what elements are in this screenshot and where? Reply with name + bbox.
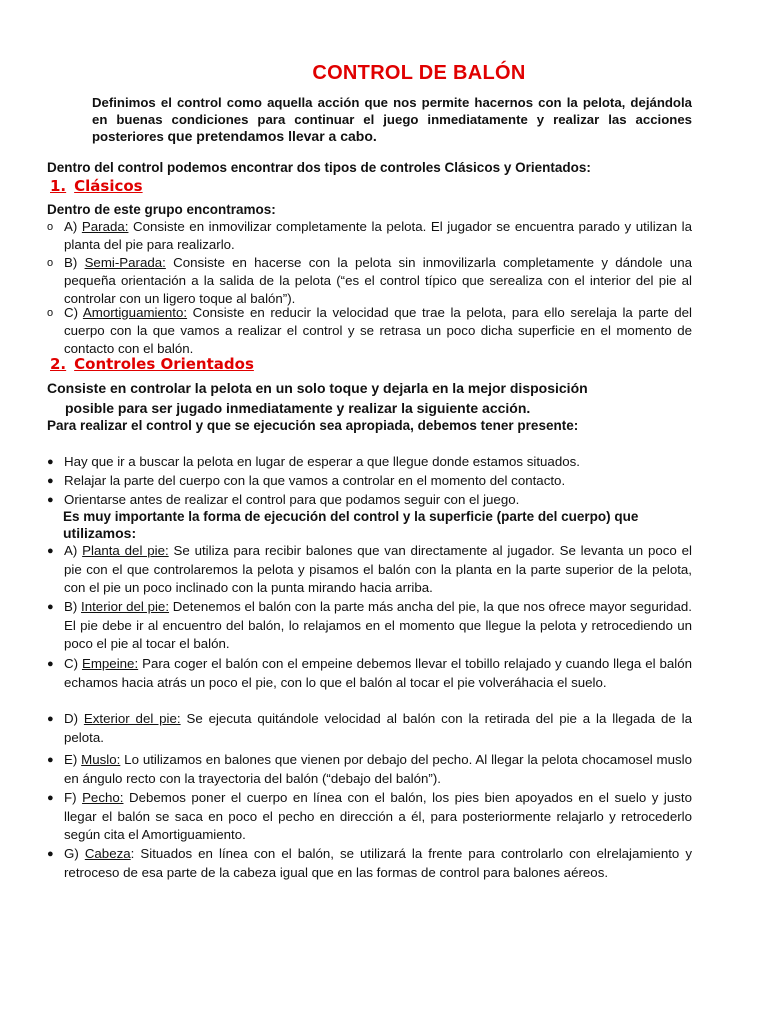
item-term: Planta del pie: — [82, 543, 169, 558]
list-item — [47, 655, 692, 692]
bullet-icon: ● — [47, 848, 54, 860]
bullet-icon: ● — [47, 601, 54, 613]
item-term: Parada: — [81, 219, 129, 234]
list-item — [47, 789, 692, 845]
tip-text: Relajar la parte del cuerpo con la que vamos a controlar en el momento del contacto. — [64, 473, 566, 488]
item-prefix: E) — [64, 752, 82, 767]
item-term: Exterior del pie: — [83, 711, 181, 726]
item-text: Se utiliza para recibir balones que van directamente al jugador. Se levanta un poco el pie con el que controlaremos la pelota y pisamos el balón con la planta en la parte superior de la pelota, con el pie un poco inclinado con la punta mirando hacia arriba. — [64, 543, 692, 595]
list-marker: o — [47, 257, 54, 269]
list-item — [47, 542, 692, 598]
item-text: Se ejecuta quitándole velocidad al balón con la retirada del pie a la llegada de la pelota. — [64, 711, 693, 745]
bullet-icon: ● — [47, 545, 54, 557]
item-text: : Situados en línea con el balón, se utilizará la frente para controlarlo con elrelajamiento y retroceso de esa parte de la cabeza igual que en las formas de control para balones aéreos. — [64, 846, 692, 880]
list-item — [47, 472, 692, 491]
surface-intro-line2: utilizamos: — [63, 525, 137, 541]
item-prefix: C) — [64, 656, 82, 671]
item-prefix: A) — [64, 543, 83, 558]
page-title: CONTROL DE BALÓN — [312, 62, 526, 84]
list-item — [47, 304, 692, 358]
section-heading-orientados — [50, 355, 254, 373]
bullet-icon: ● — [47, 475, 54, 487]
section2-present: Para realizar el control y que se ejecución sea apropiada, debemos tener presente: — [47, 418, 579, 433]
section-heading-clasicos — [50, 177, 143, 195]
item-prefix: G) — [64, 846, 85, 861]
list-marker: o — [47, 221, 54, 233]
item-prefix: A) — [64, 219, 82, 234]
section-title: Clásicos — [74, 177, 143, 195]
bullet-icon: ● — [47, 494, 54, 506]
list-item — [47, 491, 692, 510]
item-term: Amortiguamiento: — [82, 305, 188, 320]
item-term: Muslo: — [81, 752, 121, 767]
list-item — [47, 751, 692, 788]
intro-paragraph — [92, 94, 692, 145]
list-item — [47, 453, 692, 472]
item-prefix: D) — [64, 711, 84, 726]
bullet-icon: ● — [47, 754, 54, 766]
item-text: Consiste en inmovilizar completamente la pelota. El jugador se encuentra parado y utilizan la planta del pie para realizarlo. — [64, 219, 693, 252]
item-prefix: B) — [64, 255, 85, 270]
item-text: Para coger el balón con el empeine debemos llevar el tobillo relajado y cuando llega el balón echamos hacia atrás un poco el pie, con lo que el balón al tocar el pie volveráhacia el suelo. — [64, 656, 692, 690]
item-term: Semi-Parada: — [84, 255, 166, 270]
item-prefix: F) — [64, 790, 83, 805]
section-title: Controles Orientados — [74, 355, 254, 373]
list-item — [47, 598, 692, 654]
list-item — [47, 254, 692, 308]
list-item — [47, 710, 692, 747]
item-prefix: B) — [64, 599, 82, 614]
item-prefix: C) — [64, 305, 83, 320]
section-number: 1. — [50, 177, 67, 195]
list-marker: o — [47, 307, 54, 319]
item-term: Cabeza — [84, 846, 131, 861]
tip-text: Orientarse antes de realizar el control para que podamos seguir con el juego. — [64, 492, 520, 507]
bullet-icon: ● — [47, 792, 54, 804]
section2-desc-line2: posible para ser jugado inmediatamente y realizar la siguiente acción. — [65, 400, 531, 416]
item-term: Interior del pie: — [81, 599, 170, 614]
list-item — [47, 845, 692, 882]
item-text: Debemos poner el cuerpo en línea con el balón, los pies bien apoyados en el suelo y justo llegar el balón se saca en poco el pecho en dirección a él, para posteriormente relajarlo y retrocederlo según cita el Amortiguamiento. — [64, 790, 692, 842]
group-intro: Dentro de este grupo encontramos: — [47, 202, 276, 217]
intro-tail: que pretendamos llevar a cabo. — [167, 128, 377, 144]
item-text: Consiste en hacerse con la pelota sin inmovilizarla completamente y dándole una pequeña orientación a la salida de la pelota (“es el control típico que serealiza con el interior del pie al controlar con un ligero toque al balón”). — [64, 255, 692, 306]
surface-intro-line1: Es muy importante la forma de ejecución del control y la superficie (parte del cuerpo) que — [63, 509, 639, 524]
intro-text: Definimos el control como aquella acción que nos permite hacernos con la pelota, dejándola en buenas condiciones para continuar el juego inmediatamente y realizar las acciones posteriores — [92, 95, 692, 144]
item-text: Lo utilizamos en balones que vienen por debajo del pecho. Al llegar la pelota chocamosel muslo en ángulo recto con la trayectoria del balón (“debajo del balón”). — [64, 752, 692, 786]
tip-text: Hay que ir a buscar la pelota en lugar de esperar a que llegue donde estamos situados. — [64, 454, 580, 469]
item-text: Detenemos el balón con la parte más ancha del pie, la que nos ofrece mayor seguridad. El pie debe ir al encuentro del balón, lo relajamos en el momento que llegue la pelota y retrocediendo un poco el pie al tocar el balón. — [64, 599, 692, 651]
types-intro: Dentro del control podemos encontrar dos tipos de controles Clásicos y Orientados: — [47, 160, 591, 175]
bullet-icon: ● — [47, 456, 54, 468]
section-number: 2. — [50, 355, 67, 373]
item-text: Consiste en reducir la velocidad que trae la pelota, para ello serelaja la parte del cuerpo con la que vamos a realizar el control y se retrasa un poco dicha superficie en el momento de contacto con el balón. — [64, 305, 692, 356]
item-term: Pecho: — [82, 790, 124, 805]
bullet-icon: ● — [47, 658, 54, 670]
section2-desc-line1: Consiste en controlar la pelota en un solo toque y dejarla en la mejor disposición — [47, 380, 588, 396]
item-term: Empeine: — [81, 656, 139, 671]
bullet-icon: ● — [47, 713, 54, 725]
list-item — [47, 218, 692, 254]
